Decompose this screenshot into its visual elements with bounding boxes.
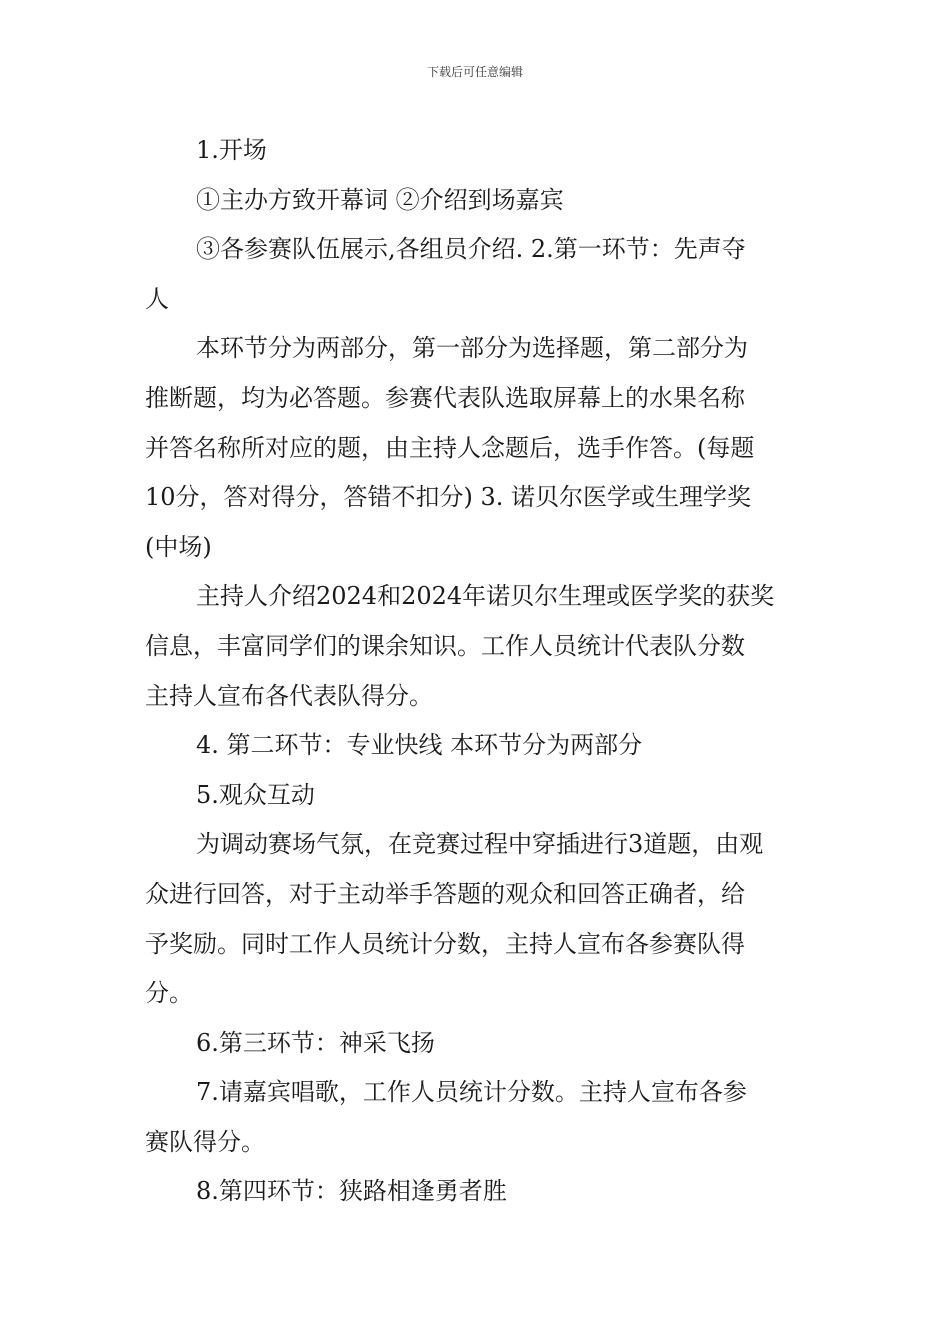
text-line: 7.请嘉宾唱歌，工作人员统计分数。主持人宣布各参 (196, 1078, 747, 1107)
text-line: 众进行回答，对于主动举手答题的观众和回答正确者，给 (145, 879, 745, 908)
text-line: 分。 (145, 979, 193, 1008)
text-line: 予奖励。同时工作人员统计分数，主持人宣布各参赛队得 (145, 929, 745, 958)
text-line: ①主办方致开幕词 ②介绍到场嘉宾 (196, 185, 564, 214)
text-line: 人 (145, 284, 169, 313)
text-line: 赛队得分。 (145, 1127, 265, 1156)
text-line: 并答名称所对应的题，由主持人念题后，选手作答。(每题 (145, 433, 755, 462)
text-line: 8.第四环节：狭路相逢勇者胜 (196, 1177, 507, 1206)
text-line: 5.观众互动 (196, 780, 315, 809)
text-line: 4. 第二环节：专业快线 本环节分为两部分 (196, 731, 643, 760)
text-line: 6.第三环节：神采飞扬 (196, 1028, 435, 1057)
text-line: 10分，答对得分，答错不扣分) 3. 诺贝尔医学或生理学奖 (145, 483, 752, 512)
text-line: ③各参赛队伍展示,各组员介绍. 2.第一环节：先声夺 (196, 235, 746, 264)
text-line: (中场) (145, 532, 212, 561)
document-body (145, 126, 810, 1217)
text-line: 1.开场 (196, 136, 267, 164)
text-line: 主持人介绍2024和2024年诺贝尔生理或医学奖的获奖 (196, 582, 775, 611)
page-header-note: 下载后可任意编辑 (426, 65, 523, 79)
text-line: 本环节分为两部分，第一部分为选择题，第二部分为 (196, 334, 748, 363)
text-line: 为调动赛场气氛，在竞赛过程中穿插进行3道题，由观 (196, 830, 764, 859)
text-line: 推断题，均为必答题。参赛代表队选取屏幕上的水果名称 (145, 383, 745, 412)
text-line: 信息，丰富同学们的课余知识。工作人员统计代表队分数 (145, 631, 745, 660)
text-line: 主持人宣布各代表队得分。 (145, 681, 433, 710)
